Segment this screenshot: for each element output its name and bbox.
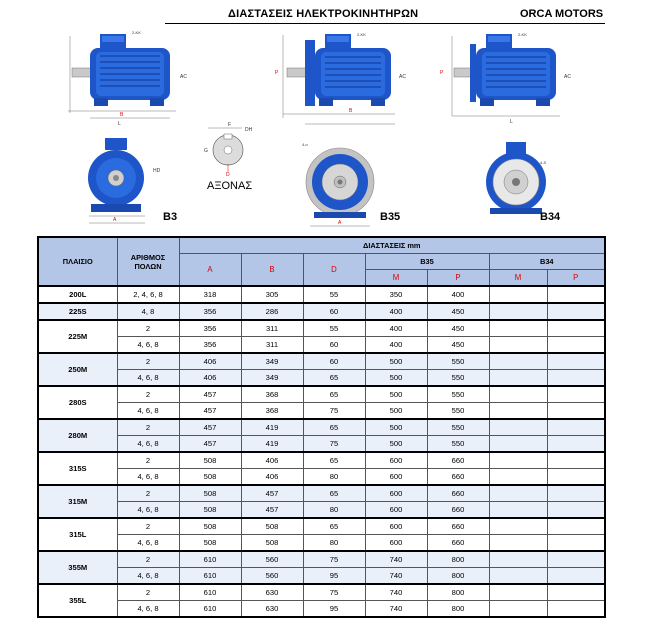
a-cell: 406: [179, 370, 241, 387]
poles-cell: 2: [117, 551, 179, 568]
p-cell: 550: [427, 386, 489, 403]
b-cell: 368: [241, 386, 303, 403]
svg-text:HD: HD: [153, 168, 161, 174]
poles-cell: 2: [117, 584, 179, 601]
poles-cell: 2: [117, 485, 179, 502]
a-cell: 610: [179, 568, 241, 585]
svg-text:A: A: [338, 220, 342, 226]
m-cell: 600: [365, 469, 427, 486]
a-cell: 508: [179, 452, 241, 469]
a-cell: 457: [179, 419, 241, 436]
frame-cell: 315M: [38, 485, 117, 518]
svg-text:B: B: [349, 108, 353, 114]
b-cell: 560: [241, 568, 303, 585]
b34-m-cell: [489, 286, 547, 303]
b34-m-cell: [489, 502, 547, 519]
svg-text:DH: DH: [245, 127, 253, 133]
a-cell: 610: [179, 584, 241, 601]
p-cell: 660: [427, 535, 489, 552]
poles-cell: 4, 6, 8: [117, 370, 179, 387]
header-b35-m: M: [365, 270, 427, 287]
b34-p-cell: [547, 502, 605, 519]
svg-text:AC: AC: [564, 74, 571, 80]
d-cell: 65: [303, 485, 365, 502]
svg-text:AC: AC: [399, 74, 406, 80]
m-cell: 500: [365, 436, 427, 453]
svg-text:L: L: [118, 121, 121, 127]
b34-p-cell: [547, 551, 605, 568]
d-cell: 60: [303, 303, 365, 320]
m-cell: 740: [365, 601, 427, 618]
b34-p-cell: [547, 469, 605, 486]
b34-p-cell: [547, 419, 605, 436]
p-cell: 800: [427, 568, 489, 585]
header-frame: ΠΛΑΙΣΙΟ: [38, 237, 117, 286]
table-row: [38, 320, 605, 337]
a-cell: 457: [179, 386, 241, 403]
b-cell: 630: [241, 584, 303, 601]
m-cell: 740: [365, 568, 427, 585]
b34-m-cell: [489, 452, 547, 469]
d-cell: 75: [303, 551, 365, 568]
b34-m-cell: [489, 419, 547, 436]
a-cell: 356: [179, 303, 241, 320]
svg-text:2-KK: 2-KK: [518, 32, 527, 37]
d-cell: 65: [303, 452, 365, 469]
b-cell: 508: [241, 535, 303, 552]
b-cell: 508: [241, 518, 303, 535]
table-row: [38, 601, 605, 618]
p-cell: 800: [427, 551, 489, 568]
m-cell: 740: [365, 584, 427, 601]
a-cell: 508: [179, 502, 241, 519]
motor-b34-side-drawing: [440, 30, 580, 130]
b-cell: 406: [241, 452, 303, 469]
table-row: [38, 485, 605, 502]
header-b: B: [241, 254, 303, 287]
p-cell: 550: [427, 353, 489, 370]
table-row: [38, 403, 605, 420]
header-b34: B34: [489, 254, 605, 270]
svg-text:P: P: [440, 70, 444, 76]
svg-text:F: F: [228, 122, 232, 128]
frame-cell: 225M: [38, 320, 117, 353]
poles-cell: 2, 4, 6, 8: [117, 286, 179, 303]
svg-text:G: G: [204, 148, 208, 154]
b-cell: 368: [241, 403, 303, 420]
b34-p-cell: [547, 320, 605, 337]
svg-text:2-KK: 2-KK: [132, 30, 141, 35]
poles-cell: 2: [117, 386, 179, 403]
frame-cell: 355M: [38, 551, 117, 584]
a-cell: 508: [179, 535, 241, 552]
table-row: [38, 535, 605, 552]
d-cell: 65: [303, 419, 365, 436]
label-b3: B3: [163, 211, 178, 223]
d-cell: 55: [303, 286, 365, 303]
poles-cell: 4, 6, 8: [117, 568, 179, 585]
b-cell: 349: [241, 353, 303, 370]
d-cell: 60: [303, 353, 365, 370]
b-cell: 406: [241, 469, 303, 486]
page-title: ΔΙΑΣΤΑΣΕΙΣ ΗΛΕΚΤΡΟΚΙΝΗΤΗΡΩΝ: [228, 8, 419, 20]
poles-cell: 4, 6, 8: [117, 601, 179, 618]
table-row: [38, 551, 605, 568]
a-cell: 356: [179, 337, 241, 354]
b-cell: 286: [241, 303, 303, 320]
b34-p-cell: [547, 303, 605, 320]
motor-b35-side-drawing: [275, 30, 415, 130]
frame-cell: 250M: [38, 353, 117, 386]
svg-text:A: A: [113, 217, 117, 223]
a-cell: 457: [179, 436, 241, 453]
header-b34-p: P: [547, 270, 605, 287]
d-cell: 65: [303, 386, 365, 403]
header-b35: B35: [365, 254, 489, 270]
b34-m-cell: [489, 469, 547, 486]
a-cell: 406: [179, 353, 241, 370]
b34-p-cell: [547, 403, 605, 420]
a-cell: 508: [179, 485, 241, 502]
b34-m-cell: [489, 436, 547, 453]
m-cell: 600: [365, 452, 427, 469]
poles-cell: 4, 6, 8: [117, 535, 179, 552]
m-cell: 500: [365, 403, 427, 420]
motor-b35-front-drawing: [300, 140, 380, 232]
poles-cell: 2: [117, 320, 179, 337]
p-cell: 660: [427, 452, 489, 469]
b-cell: 419: [241, 436, 303, 453]
a-cell: 508: [179, 518, 241, 535]
b34-m-cell: [489, 584, 547, 601]
a-cell: 508: [179, 469, 241, 486]
b34-p-cell: [547, 436, 605, 453]
b-cell: 311: [241, 337, 303, 354]
d-cell: 65: [303, 370, 365, 387]
poles-cell: 4, 6, 8: [117, 469, 179, 486]
m-cell: 500: [365, 419, 427, 436]
p-cell: 450: [427, 337, 489, 354]
m-cell: 500: [365, 353, 427, 370]
poles-cell: 4, 6, 8: [117, 337, 179, 354]
table-row: [38, 370, 605, 387]
b34-p-cell: [547, 485, 605, 502]
header-d: D: [303, 254, 365, 287]
b34-p-cell: [547, 568, 605, 585]
d-cell: 80: [303, 535, 365, 552]
b34-m-cell: [489, 303, 547, 320]
d-cell: 80: [303, 469, 365, 486]
b-cell: 457: [241, 485, 303, 502]
table-row: [38, 502, 605, 519]
header-dimensions: ΔΙΑΣΤΑΣΕΙΣ mm: [179, 237, 605, 254]
frame-cell: 355L: [38, 584, 117, 617]
frame-cell: 280S: [38, 386, 117, 419]
b34-m-cell: [489, 337, 547, 354]
table-row: [38, 436, 605, 453]
b34-m-cell: [489, 601, 547, 618]
b34-p-cell: [547, 601, 605, 618]
b34-m-cell: [489, 320, 547, 337]
p-cell: 660: [427, 518, 489, 535]
p-cell: 450: [427, 303, 489, 320]
m-cell: 500: [365, 386, 427, 403]
poles-cell: 2: [117, 452, 179, 469]
table-row: [38, 303, 605, 320]
poles-cell: 2: [117, 353, 179, 370]
p-cell: 660: [427, 469, 489, 486]
svg-text:4-n: 4-n: [302, 142, 308, 147]
svg-text:P: P: [275, 70, 279, 76]
b34-m-cell: [489, 485, 547, 502]
p-cell: 660: [427, 485, 489, 502]
poles-cell: 4, 6, 8: [117, 502, 179, 519]
frame-cell: 315S: [38, 452, 117, 485]
poles-cell: 4, 8: [117, 303, 179, 320]
b34-m-cell: [489, 386, 547, 403]
b34-p-cell: [547, 386, 605, 403]
d-cell: 95: [303, 568, 365, 585]
b34-p-cell: [547, 370, 605, 387]
m-cell: 600: [365, 535, 427, 552]
b-cell: 457: [241, 502, 303, 519]
label-b35: B35: [380, 211, 401, 223]
table-row: [38, 584, 605, 601]
p-cell: 800: [427, 584, 489, 601]
m-cell: 600: [365, 502, 427, 519]
m-cell: 400: [365, 337, 427, 354]
frame-cell: 315L: [38, 518, 117, 551]
b34-p-cell: [547, 337, 605, 354]
table-row: [38, 469, 605, 486]
m-cell: 400: [365, 303, 427, 320]
motor-b34-front-drawing: [478, 140, 553, 220]
d-cell: 80: [303, 502, 365, 519]
p-cell: 400: [427, 286, 489, 303]
b34-p-cell: [547, 535, 605, 552]
b-cell: 305: [241, 286, 303, 303]
poles-cell: 4, 6, 8: [117, 403, 179, 420]
table-row: [38, 452, 605, 469]
p-cell: 800: [427, 601, 489, 618]
d-cell: 75: [303, 584, 365, 601]
d-cell: 95: [303, 601, 365, 618]
b34-m-cell: [489, 403, 547, 420]
d-cell: 75: [303, 436, 365, 453]
p-cell: 660: [427, 502, 489, 519]
frame-cell: 200L: [38, 286, 117, 303]
shaft-label: ΑΞΟΝΑΣ: [207, 180, 253, 192]
poles-cell: 2: [117, 419, 179, 436]
b-cell: 419: [241, 419, 303, 436]
b34-p-cell: [547, 353, 605, 370]
b-cell: 311: [241, 320, 303, 337]
b34-m-cell: [489, 353, 547, 370]
d-cell: 75: [303, 403, 365, 420]
b34-m-cell: [489, 568, 547, 585]
header-rule: [165, 23, 605, 24]
d-cell: 55: [303, 320, 365, 337]
table-row: [38, 568, 605, 585]
d-cell: 65: [303, 518, 365, 535]
table-row: [38, 386, 605, 403]
shaft-detail-drawing: [202, 118, 257, 178]
header-poles: ΑΡΙΘΜΟΣ ΠΟΛΩΝ: [117, 237, 179, 286]
b-cell: 349: [241, 370, 303, 387]
p-cell: 550: [427, 370, 489, 387]
b34-m-cell: [489, 535, 547, 552]
m-cell: 500: [365, 370, 427, 387]
table-row: [38, 353, 605, 370]
b-cell: 560: [241, 551, 303, 568]
b34-p-cell: [547, 518, 605, 535]
b34-m-cell: [489, 518, 547, 535]
a-cell: 610: [179, 551, 241, 568]
a-cell: 356: [179, 320, 241, 337]
frame-cell: 225S: [38, 303, 117, 320]
svg-text:B: B: [120, 112, 124, 118]
poles-cell: 4, 6, 8: [117, 436, 179, 453]
b34-m-cell: [489, 370, 547, 387]
svg-text:AC: AC: [180, 74, 187, 80]
motor-b3-side-drawing: [60, 28, 195, 128]
brand-name: ORCA MOTORS: [520, 8, 604, 20]
frame-cell: 280M: [38, 419, 117, 452]
table-row: [38, 286, 605, 303]
p-cell: 550: [427, 436, 489, 453]
a-cell: 318: [179, 286, 241, 303]
header-a: A: [179, 254, 241, 287]
table-row: [38, 419, 605, 436]
header-b34-m: M: [489, 270, 547, 287]
svg-text:4-S: 4-S: [540, 160, 547, 165]
dimensions-table: [37, 236, 606, 618]
m-cell: 350: [365, 286, 427, 303]
p-cell: 450: [427, 320, 489, 337]
b34-p-cell: [547, 286, 605, 303]
p-cell: 550: [427, 419, 489, 436]
table-row: [38, 518, 605, 535]
m-cell: 600: [365, 485, 427, 502]
d-cell: 60: [303, 337, 365, 354]
poles-cell: 2: [117, 518, 179, 535]
b34-p-cell: [547, 584, 605, 601]
a-cell: 610: [179, 601, 241, 618]
b34-p-cell: [547, 452, 605, 469]
m-cell: 400: [365, 320, 427, 337]
svg-text:2-KK: 2-KK: [357, 32, 366, 37]
a-cell: 457: [179, 403, 241, 420]
p-cell: 550: [427, 403, 489, 420]
m-cell: 740: [365, 551, 427, 568]
b34-m-cell: [489, 551, 547, 568]
header-b35-p: P: [427, 270, 489, 287]
motor-b3-front-drawing: [85, 132, 165, 228]
table-row: [38, 337, 605, 354]
label-b34: B34: [540, 211, 561, 223]
m-cell: 600: [365, 518, 427, 535]
svg-text:D: D: [226, 172, 230, 178]
b-cell: 630: [241, 601, 303, 618]
svg-text:L: L: [510, 119, 513, 125]
